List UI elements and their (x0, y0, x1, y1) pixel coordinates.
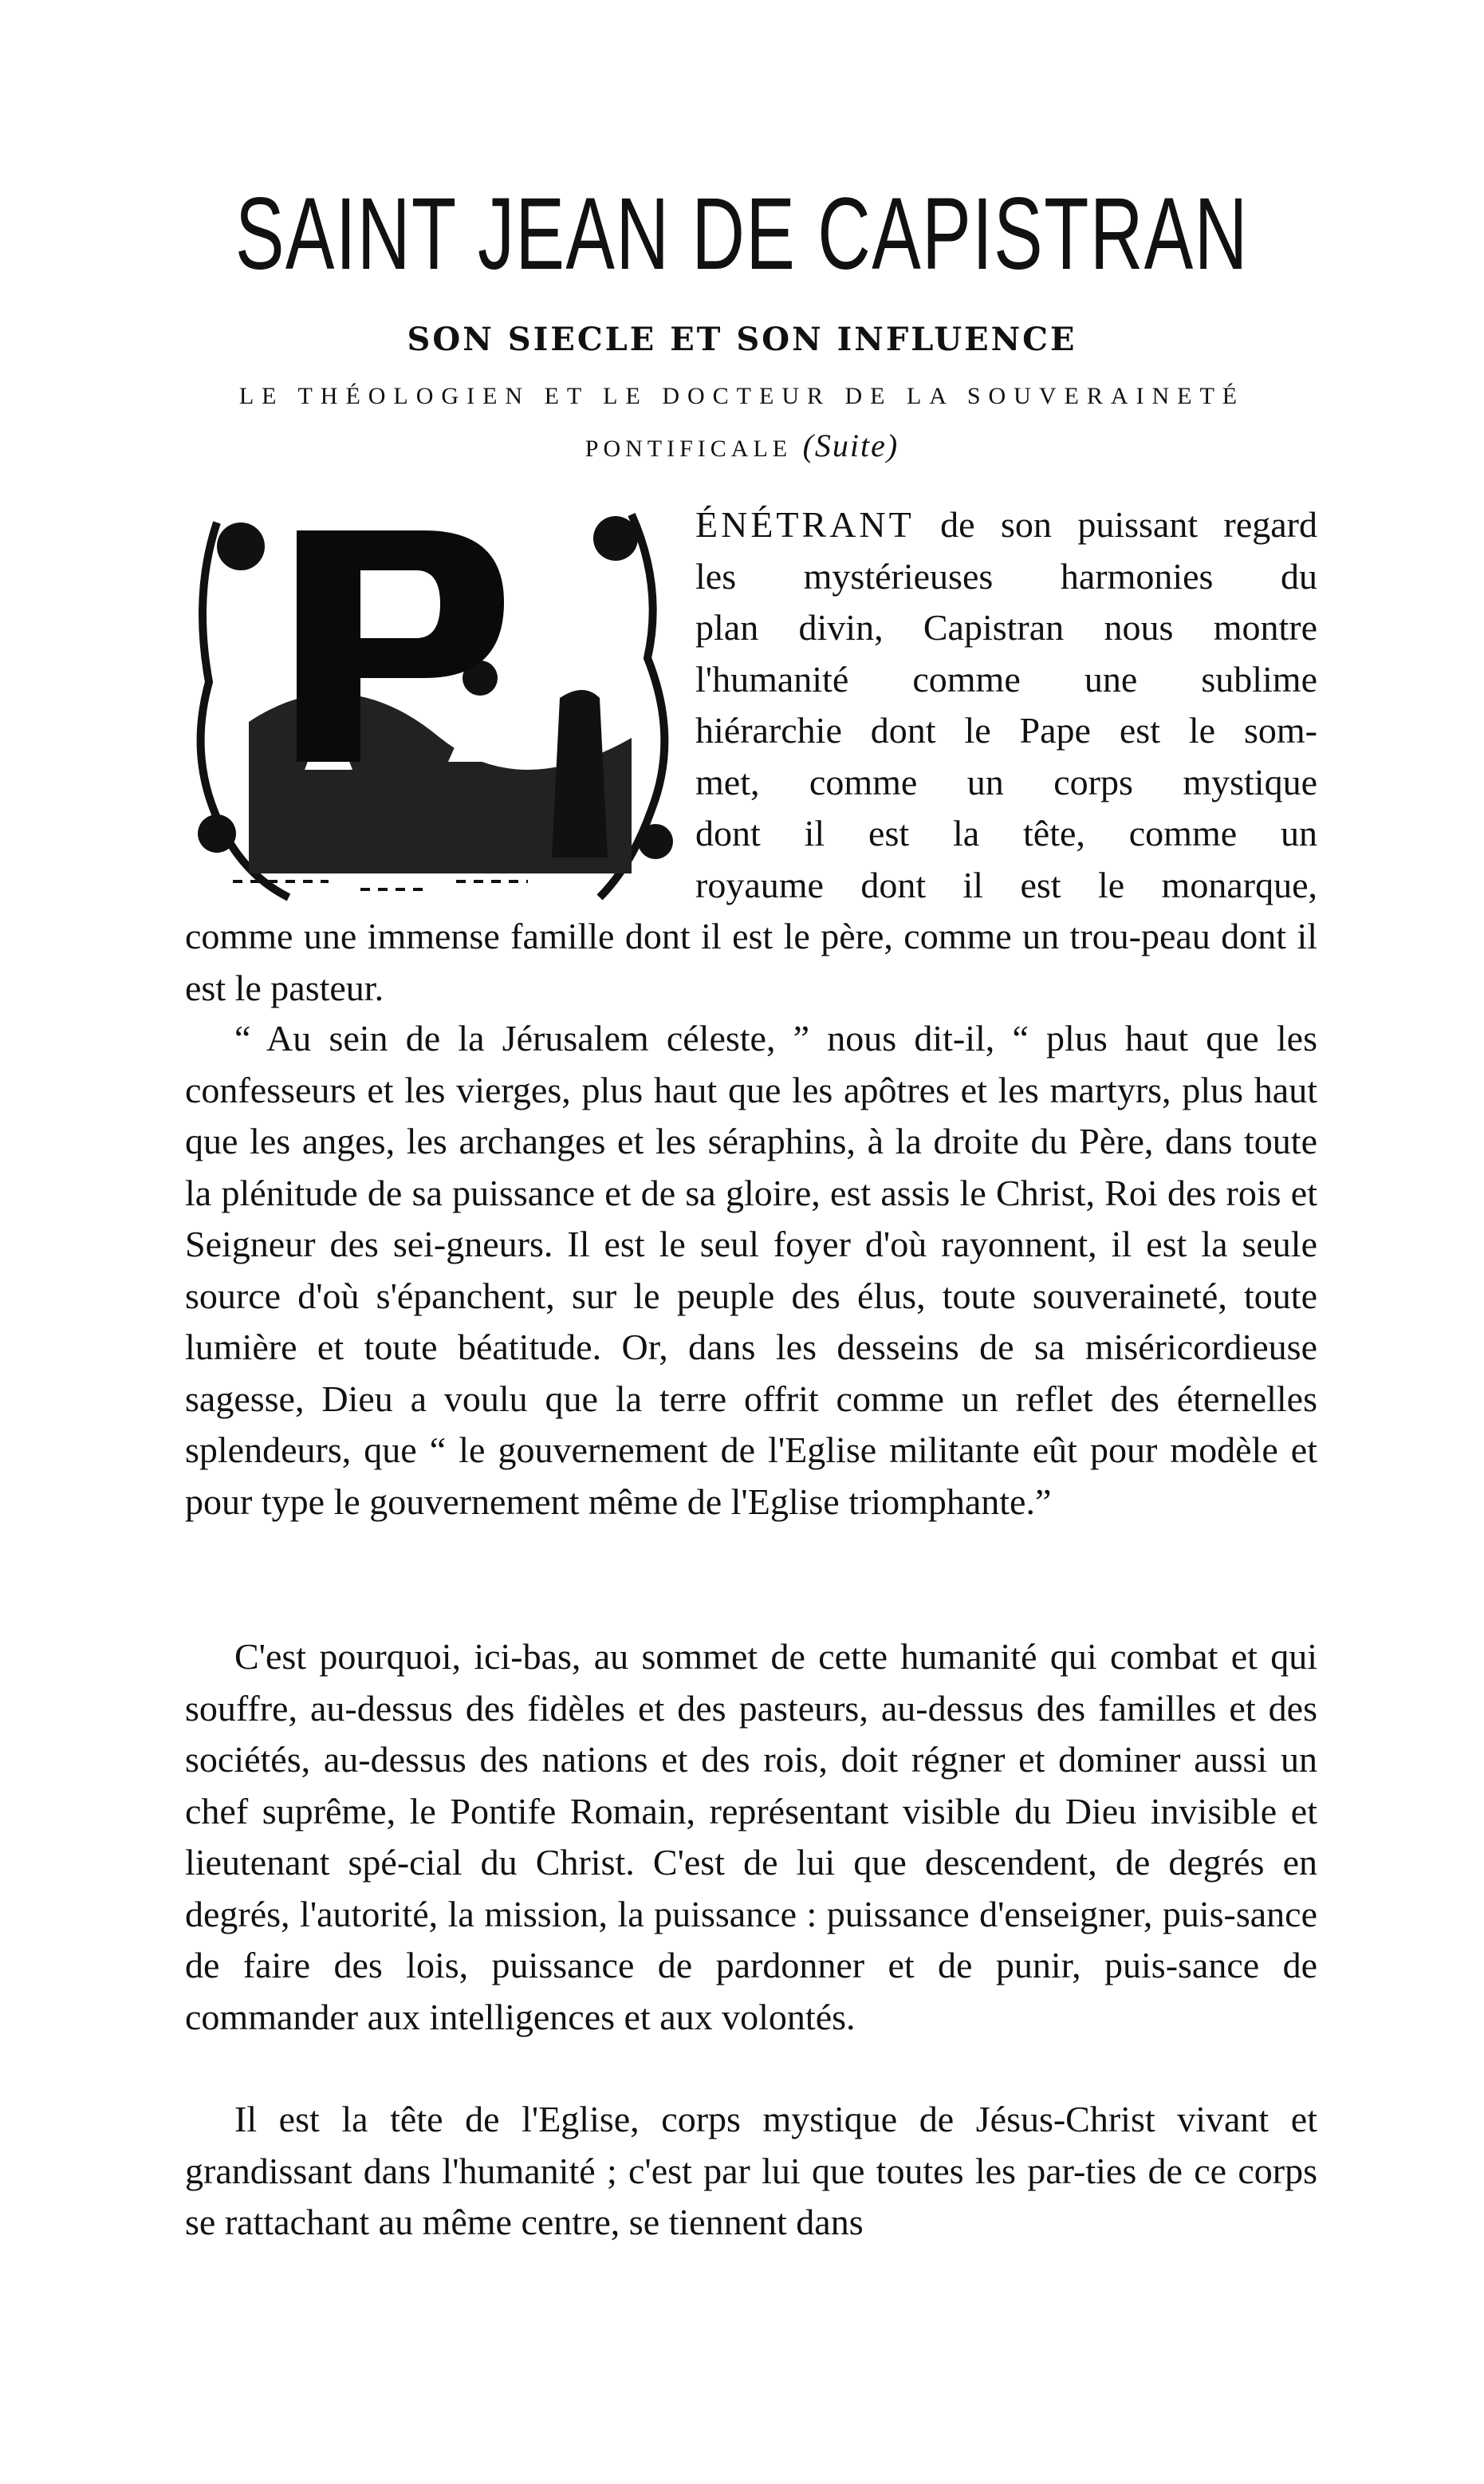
text-line: met, comme un corps mystique (695, 761, 1317, 802)
text-line: les mystérieuses harmonies du (695, 555, 1317, 597)
paragraph-3: C'est pourquoi, ici-bas, au sommet de cette humanité qui combat et qui souffre, au-dessus des fidèles et des pasteurs, au-dessus des familles et des sociétés, au-dessus des nations et des rois, doit régner et dominer aussi un chef suprême, le Pontife Romain, représentant visible du Dieu invisible et lieutenant spé-cial du Christ. C'est de lui que descendent, de degrés en degrés, l'autorité, la mission, la puissance : puissance d'enseigner, puis-sance de faire des lois, puissance de pardonner et de punir, puis-sance de commander aux intelligences et aux volontés. (185, 1636, 1317, 2037)
text-line: l'humanité comme une sublime (695, 658, 1317, 700)
paragraph-2: “ Au sein de la Jérusalem céleste, ” nous dit-il, “ plus haut que les confesseurs et les vierges, plus haut que les apôtres et les martyrs, plus haut que les anges, les archanges et les séraphins, à la droite du Père, dans toute la plénitude de sa puissance et de sa gloire, est assis le Christ, Roi des rois et Seigneur des sei-gneurs. Il est le seul foyer d'où rayonnent, il est la seule source d'où s'épanchent, sur le peuple des élus, toute souveraineté, toute lumière et toute béatitude. Or, dans les desseins de sa miséricordieuse sagesse, Dieu a voulu que la terre offrit comme un reflet des éternelles splendeurs, que “ le gouvernement de l'Eglise militante eût pour modèle et pour type le gouvernement même de l'Eglise triomphante.” (185, 1018, 1317, 1522)
section-heading-line-1: LE THÉOLOGIEN ET LE DOCTEUR DE LA SOUVERAINETÉ (238, 383, 1246, 409)
text-line: dont il est la tête, comme un (695, 813, 1317, 854)
paragraph-4: Il est la tête de l'Eglise, corps mystique de Jésus-Christ vivant et grandissant dans l'humanité ; c'est par lui que toutes les par-ties de ce corps se rattachant au même centre, se tiennent dans (185, 2099, 1317, 2242)
text-line: hiérarchie dont le Pape est le som- (695, 710, 1317, 751)
text-line: royaume dont il est le monarque, (695, 864, 1317, 905)
subtitle: SON SIECLE ET SON INFLUENCE (407, 321, 1077, 358)
section-heading-line-2 (0, 427, 1484, 464)
section-heading-prefix: PONTIFICALE (585, 436, 793, 462)
page-title: SAINT JEAN DE CAPISTRAN (235, 177, 1249, 291)
text-line: ÉNÉTRANT de son puissant regard (695, 504, 1317, 545)
paragraph-1-beside-initial (695, 499, 1317, 911)
text-line: plan divin, Capistran nous montre (695, 607, 1317, 648)
suite-note: (Suite) (802, 428, 899, 463)
paragraph-1 (185, 499, 1317, 1014)
paragraph-1-continuation: comme une immense famille dont il est le père, comme un trou-peau dont il est le pasteur. (185, 916, 1317, 1008)
lead-word: ÉNÉTRANT (695, 504, 915, 545)
